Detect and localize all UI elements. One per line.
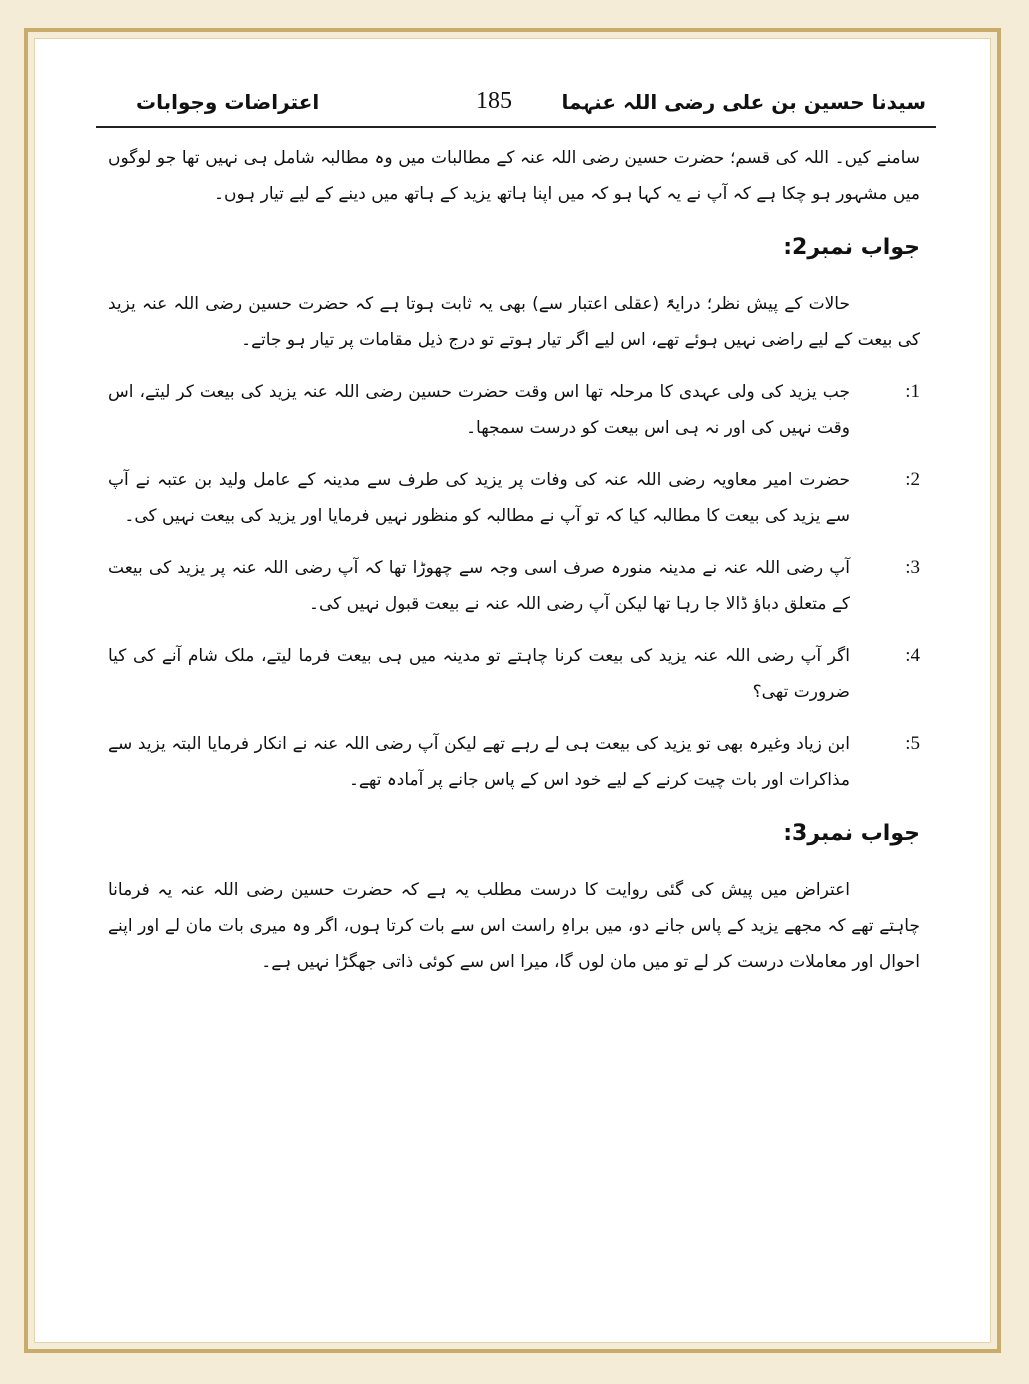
list-item-text: حضرت امیر معاویہ رضی اللہ عنہ کی وفات پر یزید کی طرف سے مدینہ کے عامل ولید بن عتبہ نے آپ سے یزید کی بیعت کا مطالبہ کیا کہ تو آپ نے مطالبہ کو منظور نہیں فرمایا اور یزید کی بیعت نہیں کی۔: [108, 470, 850, 526]
list-item-text: ابن زیاد وغیرہ بھی تو یزید کی بیعت ہی لے رہے تھے لیکن آپ رضی اللہ عنہ نے انکار فرمایا البتہ یزید سے مذاکرات اور بات چیت کرنے کے لیے خود اس کے پاس جانے پر آمادہ تھے۔: [108, 734, 850, 790]
list-item: [108, 462, 920, 534]
answer-3-paragraph: اعتراض میں پیش کی گئی روایت کا درست مطلب یہ ہے کہ حضرت حسین رضی اللہ عنہ یہ فرمانا چاہتے تھے کہ مجھے یزید کے پاس جانے دو، میں براہِ راست اس سے بات کرتا ہوں، اگر وہ میری بات مان لے اور اپنے احوال اور معاملات درست کر لے تو میں مان لوں گا، میرا اس سے کوئی ذاتی جھگڑا نہیں ہے۔: [108, 880, 920, 972]
section-title: اعتراضات وجوابات: [136, 90, 320, 114]
list-item-number: 4:: [905, 645, 920, 666]
page-number: 185: [476, 88, 512, 114]
list-item: [108, 726, 920, 798]
list-item-text: اگر آپ رضی اللہ عنہ یزید کی بیعت کرنا چاہتے تو مدینہ میں ہی بیعت فرما لیتے، ملک شام آنے کی کیا ضرورت تھی؟: [108, 646, 850, 702]
book-title: سیدنا حسین بن علی رضی اللہ عنہما: [561, 90, 926, 114]
list-item-number: 5:: [905, 733, 920, 754]
intro-paragraph: سامنے کیں۔ اللہ کی قسم؛ حضرت حسین رضی اللہ عنہ کے مطالبات میں وہ مطالبہ شامل ہی نہیں تھا جو لوگوں میں مشہور ہو چکا ہے کہ آپ نے یہ کہا ہو کہ میں اپنا ہاتھ یزید کے ہاتھ میں دینے کے لیے تیار ہوں۔: [108, 148, 920, 204]
answer-2-heading: جواب نمبر2:: [783, 235, 920, 260]
list-item-number: 2:: [905, 469, 920, 490]
list-item: [108, 374, 920, 446]
running-header: [96, 84, 936, 128]
list-item-text: جب یزید کی ولی عہدی کا مرحلہ تھا اس وقت حضرت حسین رضی اللہ عنہ یزید کی بیعت کر لیتے، اس وقت نہیں کی اور نہ ہی اس بیعت کو درست سمجھا۔: [108, 382, 850, 438]
list-item: [108, 638, 920, 710]
list-item-number: 3:: [905, 557, 920, 578]
list-item: [108, 550, 920, 622]
answer-3-heading: جواب نمبر3:: [783, 821, 920, 846]
list-item-text: آپ رضی اللہ عنہ نے مدینہ منورہ صرف اسی وجہ سے چھوڑا تھا کہ آپ رضی اللہ عنہ پر یزید کی بیعت کے متعلق دباؤ ڈالا جا رہا تھا لیکن آپ رضی اللہ عنہ نے بیعت قبول نہیں کی۔: [108, 558, 850, 614]
page-body: [108, 140, 920, 996]
answer-2-paragraph: حالات کے پیش نظر؛ درایۃً (عقلی اعتبار سے) بھی یہ ثابت ہوتا ہے کہ حضرت حسین رضی اللہ عنہ یزید کی بیعت کے لیے راضی نہیں ہوئے تھے، اس لیے اگر تیار ہوتے تو درج ذیل مقامات پر تیار ہو جاتے۔: [108, 294, 920, 350]
list-item-number: 1:: [905, 381, 920, 402]
